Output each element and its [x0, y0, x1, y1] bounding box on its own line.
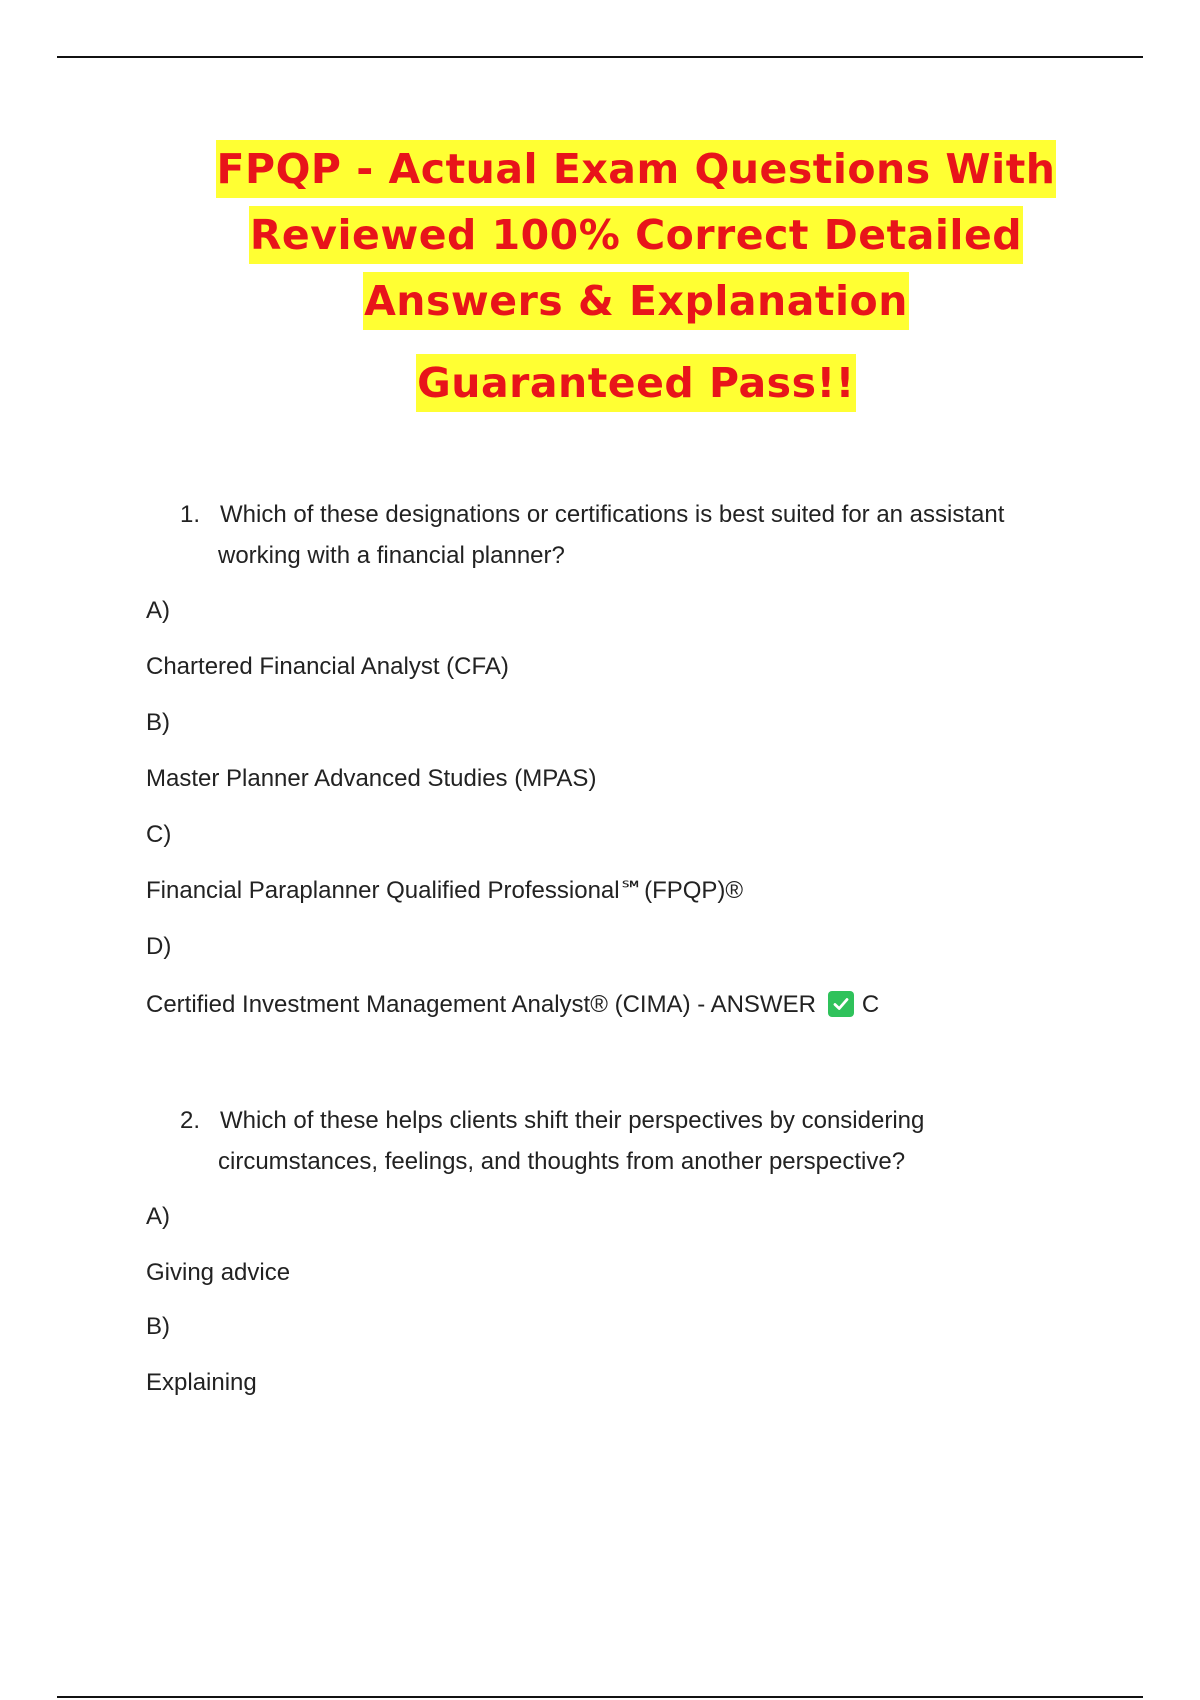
question-number: 2. — [180, 1107, 201, 1134]
option-letter-c: C) — [146, 821, 172, 848]
question-text-line-2: circumstances, feelings, and thoughts from another perspective? — [218, 1148, 906, 1175]
option-text-d: Certified Investment Management Analyst® (CIMA) - ANSWER — [146, 991, 816, 1018]
question-text-line-2: working with a financial planner? — [218, 542, 565, 569]
document-title — [0, 140, 1200, 420]
option-letter-b: B) — [146, 1313, 170, 1340]
question-2 — [180, 1100, 1100, 1182]
option-text-c: Financial Paraplanner Qualified Professional℠(FPQP)® — [146, 877, 744, 904]
option-text-a: Chartered Financial Analyst (CFA) — [146, 653, 509, 680]
option-letter-b: B) — [146, 709, 170, 736]
option-text-b: Explaining — [146, 1369, 257, 1396]
title-line-1: FPQP - Actual Exam Questions With — [216, 140, 1057, 198]
option-letter-a: A) — [146, 1203, 170, 1230]
bottom-rule — [57, 1696, 1143, 1698]
question-number: 1. — [180, 501, 201, 528]
option-text-a: Giving advice — [146, 1259, 291, 1286]
title-line-2: Reviewed 100% Correct Detailed — [249, 206, 1023, 264]
option-letter-d: D) — [146, 933, 172, 960]
top-rule — [57, 56, 1143, 58]
title-line-3: Answers & Explanation — [363, 272, 909, 330]
answer-line — [146, 990, 879, 1020]
option-text-b: Master Planner Advanced Studies (MPAS) — [146, 765, 597, 792]
question-1 — [180, 494, 1100, 576]
option-letter-a: A) — [146, 597, 170, 624]
title-line-4: Guaranteed Pass!! — [416, 354, 856, 412]
answer-letter: C — [861, 991, 880, 1018]
question-text-line-1: Which of these helps clients shift their perspectives by considering — [220, 1107, 925, 1134]
question-text-line-1: Which of these designations or certifications is best suited for an assistant — [220, 501, 1005, 528]
check-mark-icon — [828, 991, 854, 1017]
